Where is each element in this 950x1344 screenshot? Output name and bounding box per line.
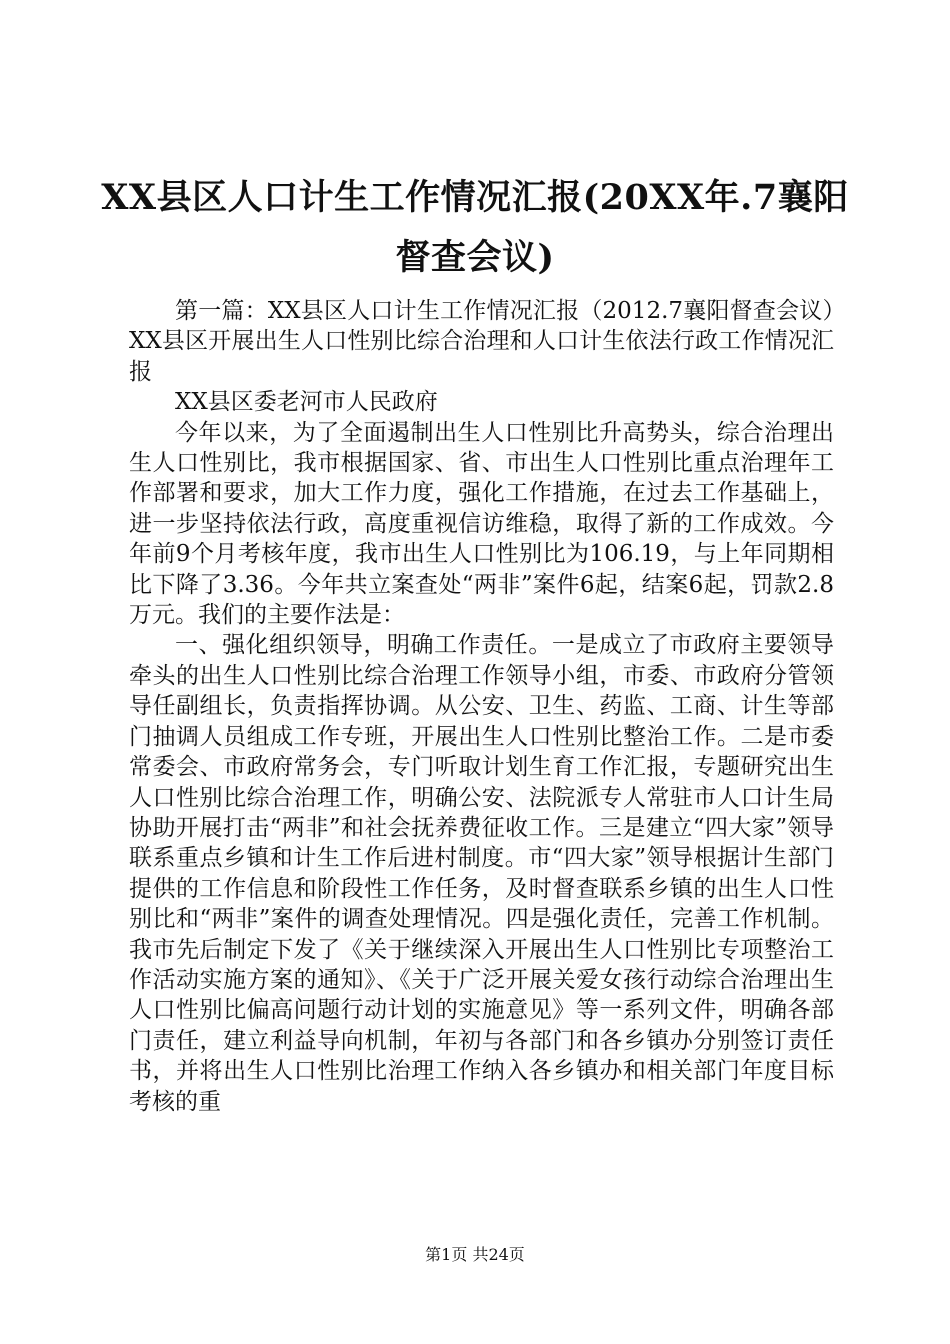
document-title bbox=[60, 168, 890, 288]
title-line-1: XX县区人口计生工作情况汇报(20XX年.7襄阳 bbox=[101, 177, 849, 218]
paragraph-section-1: 一、强化组织领导，明确工作责任。一是成立了市政府主要领导牵头的出生人口性别比综合治理工作领导小组，市委、市政府分管领导任副组长，负责指挥协调。从公安、卫生、药监、工商、计生等部门抽调人员组成工作专班，开展出生人口性别比整治工作。二是市委常委会、市政府常务会，专门听取计划生育工作汇报，专题研究出生人口性别比综合治理工作，明确公安、法院派专人常驻市人口计生局协助开展打击“两非”和社会抚养费征收工作。三是建立“四大家”领导联系重点乡镇和计生工作后进村制度。市“四大家”领导根据计生部门提供的工作信息和阶段性工作任务，及时督查联系乡镇的出生人口性别比和“两非”案件的调查处理情况。四是强化责任，完善工作机制。我市先后制定下发了《关于继续深入开展出生人口性别比专项整治工作活动实施方案的通知》、《关于广泛开展关爱女孩行动综合治理出生人口性别比偏高问题行动计划的实施意见》等一系列文件，明确各部门责任，建立利益导向机制，年初与各部门和各乡镇办分别签订责任书，并将出生人口性别比治理工作纳入各乡镇办和相关部门年度目标考核的重 bbox=[129, 632, 834, 1115]
document-body bbox=[129, 296, 834, 1117]
paragraph-intro: 今年以来，为了全面遏制出生人口性别比升高势头，综合治理出生人口性别比，我市根据国家、省、市出生人口性别比重点治理年工作部署和要求，加大工作力度，强化工作措施，在过去工作基础上，进一步坚持依法行政，高度重视信访维稳，取得了新的工作成效。今年前9个月考核年度，我市出生人口性别比为106.19，与上年同期相比下降了3.36。今年共立案查处“两非”案件6起，结案6起，罚款2.8万元。我们的主要作法是： bbox=[129, 419, 834, 629]
paragraph-issuer: XX县区委老河市人民政府 bbox=[175, 389, 438, 416]
page-number-footer: 第1页 共24页 bbox=[425, 1245, 525, 1264]
paragraph-heading: 第一篇：XX县区人口计生工作情况汇报（2012.7襄阳督查会议）XX县区开展出生人口性别比综合治理和人口计生依法行政工作情况汇报 bbox=[129, 298, 834, 385]
title-line-2: 督查会议) bbox=[395, 237, 555, 278]
